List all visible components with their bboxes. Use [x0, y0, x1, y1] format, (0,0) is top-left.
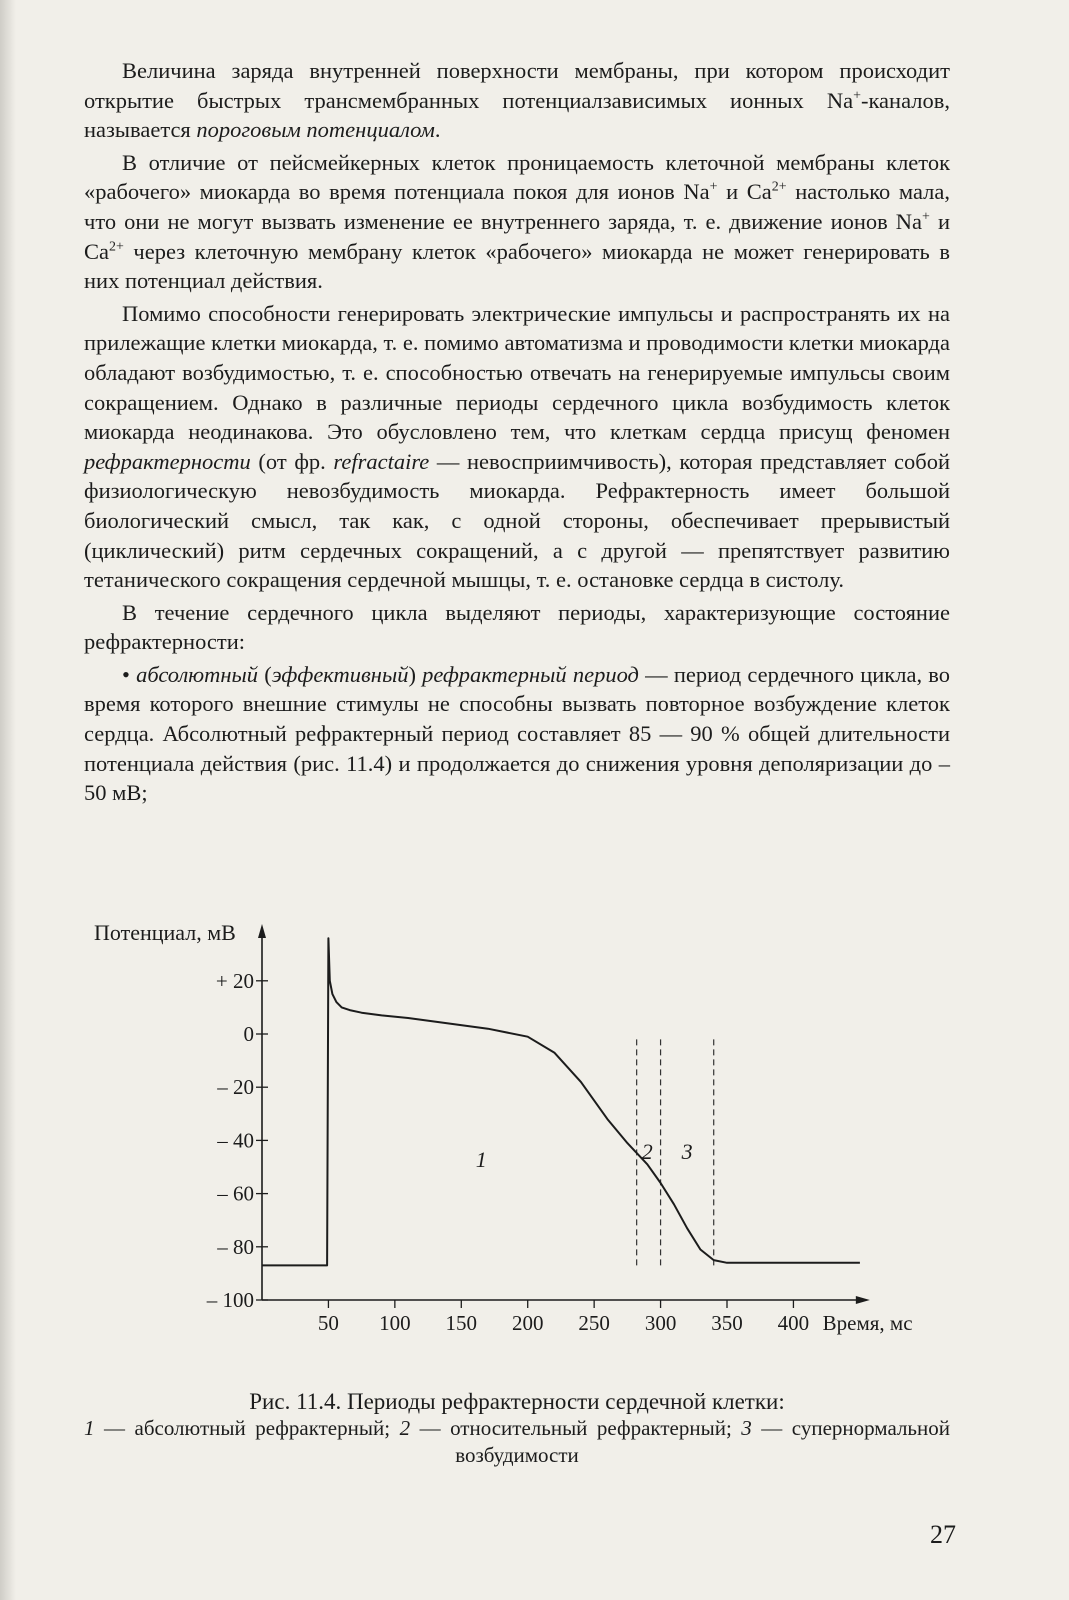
y-axis-label: Потенциал, мВ — [94, 920, 236, 945]
italic-term: рефрактерности — [84, 448, 251, 474]
italic-term: refractaire — [333, 448, 430, 474]
text-run: . — [434, 117, 441, 143]
ion-charge: + — [853, 88, 861, 104]
x-tick-label: 300 — [644, 1311, 677, 1335]
period-label: 2 — [641, 1139, 653, 1165]
paragraph — [84, 598, 950, 657]
x-tick-label: 150 — [445, 1311, 478, 1335]
caption-title: Рис. 11.4. Периоды рефрактерности сердечной клетки: — [249, 1389, 785, 1414]
ion-charge: + — [709, 179, 718, 195]
text-run: настолько мала, что они не могут вызвать изменение ее внутреннего заряда, т. е. движение ионов Na — [84, 179, 950, 234]
text-run: Величина заряда внутренней поверхности мембраны, при котором происходит открытие быстрых трансмембранных потенциалзависимых ионных Na — [84, 58, 950, 113]
y-tick-label: – 80 — [217, 1234, 254, 1259]
text-run: — относительный рефрактерный; — [410, 1416, 742, 1440]
y-tick-label: – 40 — [217, 1128, 254, 1153]
text-run: и Ca — [84, 208, 950, 264]
italic-term: пороговым потенциалом — [196, 117, 435, 143]
italic-term: рефрактерный период — [422, 661, 639, 687]
period-label: 3 — [681, 1139, 693, 1165]
paragraph — [84, 148, 950, 296]
ion-charge: + — [922, 209, 930, 225]
page-number: 27 — [930, 1520, 956, 1549]
text-run: (от фр. — [250, 448, 334, 474]
text-run: -каналов, называется — [84, 87, 950, 143]
x-tick-label: 100 — [379, 1311, 411, 1335]
body-text — [84, 56, 950, 811]
y-tick-label: – 20 — [217, 1075, 254, 1100]
text-run: ( — [258, 661, 272, 687]
x-axis-arrow — [856, 1296, 870, 1304]
text-run: • — [122, 661, 137, 687]
text-run: — абсолютный рефрактерный; — [94, 1416, 400, 1440]
text-run: через клеточную мембрану клеток «рабочего» миокарда не может генерировать в них потенциал действия. — [84, 238, 950, 294]
refractory-period-figure — [84, 910, 964, 1350]
paragraph — [84, 56, 950, 145]
text-run: — супернормальной возбудимости — [455, 1416, 950, 1467]
italic-term: 2 — [399, 1416, 411, 1440]
text-run: ) — [408, 661, 423, 687]
y-tick-label: + 20 — [215, 968, 254, 993]
y-tick-label: – 60 — [217, 1181, 254, 1206]
italic-term: 3 — [741, 1416, 752, 1440]
paragraph — [84, 299, 950, 595]
italic-term: абсолютный — [136, 661, 259, 687]
figure-caption — [84, 1388, 950, 1469]
x-axis-label: Время, мс — [822, 1311, 913, 1335]
italic-term: эффективный — [271, 661, 409, 687]
x-tick-label: 50 — [317, 1311, 339, 1335]
text-run: В отличие от пейсмейкерных клеток проницаемость клеточной мембраны клеток «рабочего» миокарда во время потенциала покоя для ионов Na — [84, 149, 950, 205]
text-run: В течение сердечного цикла выделяют периоды, характеризующие состояние рефрактерности: — [84, 599, 950, 655]
text-run: — невосприимчивость), которая представляет собой физиологическую невозбудимость миокарда. Рефрактерность имеет большой биологический смысл, так как, с одной стороны, обеспечивает прерывистый (циклический) ритм сердечных сокращений, а с другой — препятствует развитию тетанического сокращения сердечной мышцы, т. е. остановке сердца в систолу. — [84, 448, 950, 593]
text-run: и Ca — [717, 179, 772, 205]
action-potential-curve — [262, 938, 860, 1265]
y-tick-label: 0 — [243, 1022, 254, 1046]
period-label: 1 — [475, 1147, 487, 1172]
paragraph — [84, 660, 950, 808]
y-tick-label: – 100 — [206, 1288, 254, 1312]
page-edge-shadow — [0, 0, 16, 1600]
caption-legend — [84, 1415, 950, 1469]
x-tick-label: 350 — [711, 1311, 743, 1335]
text-run: — период сердечного цикла, во время которого внешние стимулы не способны вызвать повторное возбуждение клеток сердца. Абсолютный рефрактерный период составляет 85 — 90 % общей длительности потенциала действия (рис. 11.4) и продолжается до снижения уровня деполяризации до –50 мВ; — [84, 661, 950, 806]
x-tick-label: 200 — [511, 1311, 544, 1335]
text-run: Помимо способности генерировать электрические импульсы и распространять их на прилежащие клетки миокарда, т. е. помимо автоматизма и проводимости клетки миокарда обладают возбудимостью, т. е. способностью отвечать на генерируемые импульсы своим сокращением. Однако в различные периоды сердечного цикла возбудимость клеток миокарда неодинакова. Это обусловлено тем, что клеткам сердца присущ феномен — [84, 300, 950, 445]
x-tick-label: 250 — [578, 1311, 610, 1335]
x-tick-label: 400 — [777, 1311, 810, 1335]
italic-term: 1 — [84, 1416, 95, 1440]
ion-charge: 2+ — [109, 239, 124, 255]
y-axis-arrow — [258, 924, 266, 938]
ion-charge: 2+ — [771, 179, 787, 195]
action-potential-chart — [84, 910, 964, 1350]
